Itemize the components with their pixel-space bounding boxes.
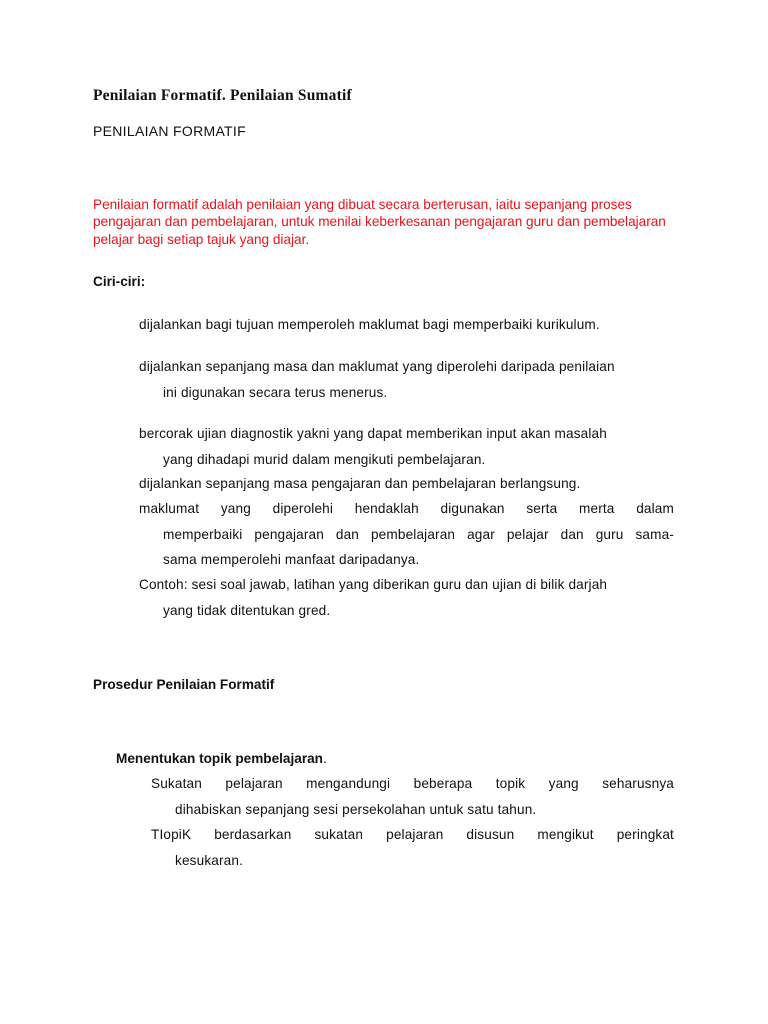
list-item-continuation: memperbaiki pengajaran dan pembelajaran agar pelajar dan guru sama- <box>163 526 674 542</box>
step-heading-punct: . <box>322 751 327 766</box>
list-item-text: dijalankan sepanjang masa pengajaran dan pembelajaran berlangsung. <box>139 476 581 491</box>
list-item <box>139 312 674 338</box>
list-item-continuation: kesukaran. <box>175 852 243 868</box>
list-item-text: TIopiK berdasarkan sukatan pelajaran disusun mengikut peringkat <box>151 827 674 842</box>
list-item <box>139 496 674 573</box>
list-item <box>139 572 674 623</box>
list-item-text: Sukatan pelajaran mengandungi beberapa topik yang seharusnya <box>151 776 674 791</box>
list-item <box>139 354 674 405</box>
list-item-continuation: ini digunakan secara terus menerus. <box>163 384 388 400</box>
list-item <box>139 421 674 472</box>
list-item-text: Contoh: sesi soal jawab, latihan yang diberikan guru dan ujian di bilik darjah <box>139 577 608 592</box>
list-item-text: maklumat yang diperolehi hendaklah digunakan serta merta dalam <box>139 501 674 516</box>
list-item-text: dijalankan sepanjang masa dan maklumat yang diperolehi daripada penilaian <box>139 359 615 374</box>
list-item <box>151 771 674 822</box>
list-item-text: dijalankan bagi tujuan memperoleh maklumat bagi memperbaiki kurikulum. <box>139 317 600 332</box>
definition-paragraph: Penilaian formatif adalah penilaian yang dibuat secara berterusan, iaitu sepanjang proses pengajaran dan pembelajaran, untuk menilai keberkesanan pengajaran guru dan pembelajaran pelajar bagi setiap tajuk yang diajar. <box>93 197 666 247</box>
list-item-text: bercorak ujian diagnostik yakni yang dapat memberikan input akan masalah <box>139 426 607 441</box>
list-item <box>151 822 674 873</box>
list-item-continuation: dihabiskan sepanjang sesi persekolahan untuk satu tahun. <box>175 801 537 817</box>
step-heading <box>116 751 327 766</box>
document-title: Penilaian Formatif. Penilaian Sumatif <box>93 87 352 104</box>
section-heading: PENILAIAN FORMATIF <box>93 123 246 139</box>
list-item-continuation: sama memperolehi manfaat daripadanya. <box>163 552 420 567</box>
list-item-continuation: yang tidak ditentukan gred. <box>163 602 331 618</box>
step-heading-text: Menentukan topik pembelajaran <box>116 751 323 766</box>
characteristics-heading: Ciri-ciri: <box>93 274 146 289</box>
list-item-continuation: yang dihadapi murid dalam mengikuti pembelajaran. <box>163 451 486 467</box>
list-item <box>139 471 674 497</box>
procedure-heading: Prosedur Penilaian Formatif <box>93 677 275 692</box>
